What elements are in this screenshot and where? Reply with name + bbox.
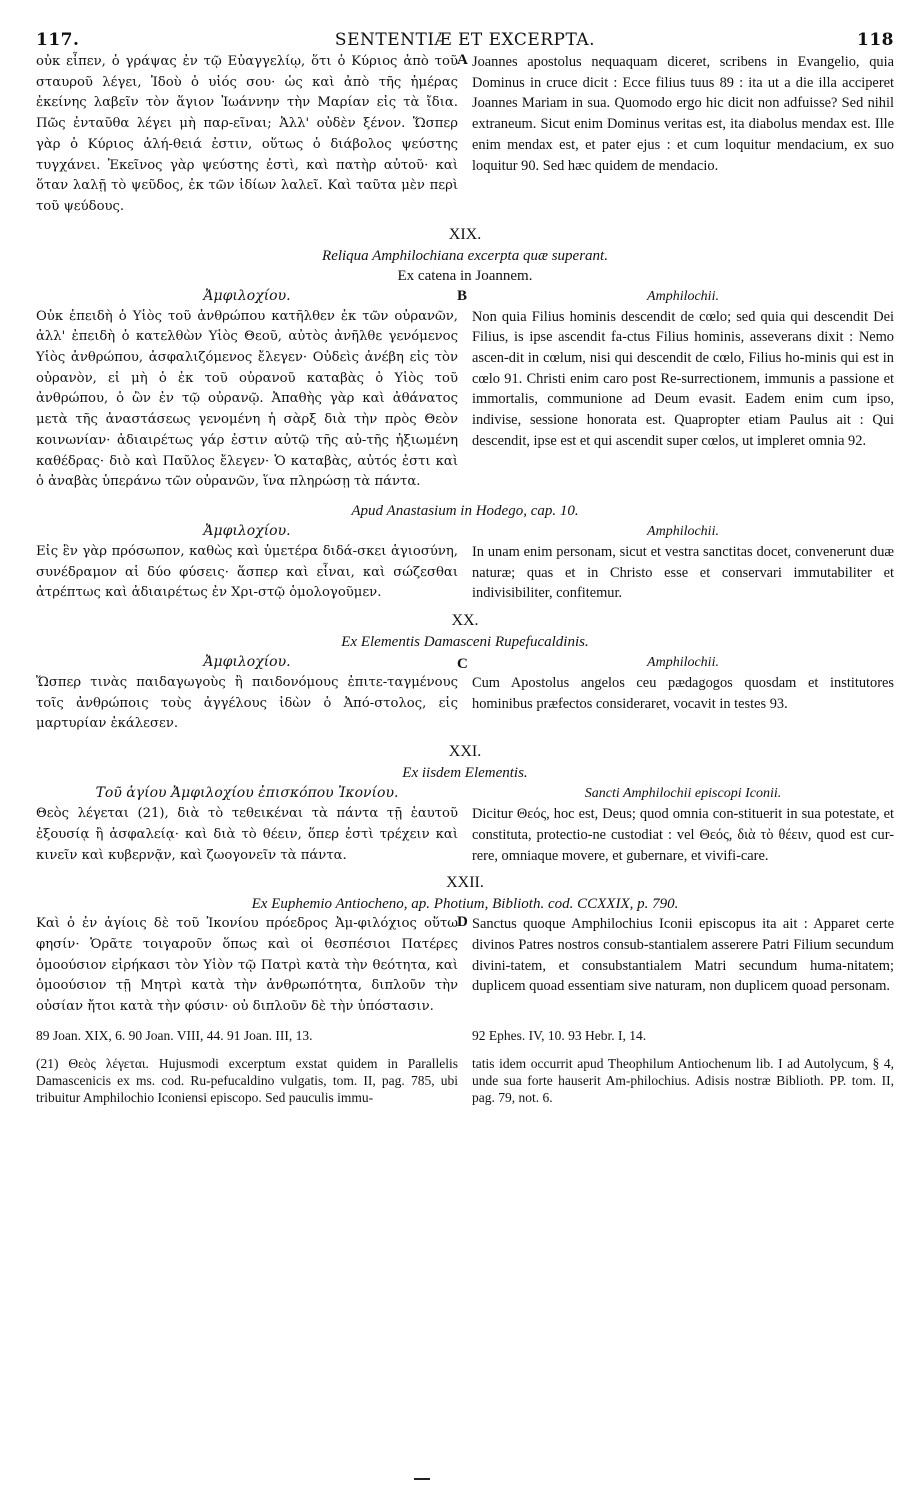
scripture-footnotes: [36, 1026, 894, 1047]
section-22-body: [36, 914, 894, 1018]
latin-column-19: Non quia Filius hominis descendit de cœlo; sed quia qui descendit Dei Filius, is ipse ascendit fa-ctus Filius hominis, asseverans dixit : Nemo ascen-dit in cœlum, nisi qui descendit de cœlo, Filius ho-minis qui est in cœlo 91. Christi enim caro post Re-surrectionem, immunis a passione et immortalis, communione ad Deum evasit. Eadem enim cum ipso, indivise, sessione honorata est. Quapropter etiam Paulus ait : Qui descendit, ipse est et qui ascendit super cœlos, ut impleret omnia 92.: [472, 308, 894, 449]
running-header: [36, 30, 894, 52]
greek-column-19b: Εἰς ἓν γὰρ πρόσωπον, καθὼς καὶ ὑμετέρα διδά-σκει ἁγιοσύνη, συνέδραμον αἱ δύο φύσεις· ἅσπερ καὶ εἶναι, καὶ σώζεσθαι ἀτρέπτως καὶ ἀδιαιρέτως ἐν Χρι-στῷ ὁμολογοῦμεν.: [36, 543, 458, 601]
running-title: SENTENTIÆ ET EXCERPTA.: [334, 30, 596, 50]
latin-author-heading: Amphilochii.: [647, 288, 719, 304]
section-21-subheads: [36, 783, 894, 804]
editor-notes: [36, 1055, 894, 1106]
page-end-rule: [414, 1478, 430, 1480]
latin-column-21: Dicitur Θεός, hoc est, Deus; quod omnia con-stituerit in sua potestate, et constituta, protectio-ne custodiat : vel Θεός, διὰ τὸ θέειν, quod est cur-rere, omniaque movere, et gubernare, et vivifi-care.: [472, 806, 894, 864]
latin-author-heading-2: Amphilochii.: [647, 523, 719, 539]
latin-column-22: Sanctus quoque Amphilochius Iconii episcopus ita ait : Apparet certe divinos Patres nostros consub-stantialem asserere Patri Filium secundum divini-tatem, et consubstantialem Matri secundum huma-nitatem; duplicem quoad essentiam sive naturam, non duplicem quoad personam.: [472, 916, 894, 995]
greek-column-19: Οὐκ ἐπειδὴ ὁ Υἱὸς τοῦ ἀνθρώπου κατῆλθεν ἐκ τῶν οὐρανῶν, ἀλλ' ἐπειδὴ ὁ κατελθὼν Υἱὸς Θεοῦ, αὐτὸς ἀνῆλθε γενόμενος Υἱὸς ἀνθρώπου, ἀσφαλιζόμενος ἔλεγεν· Οὐδεὶς ἀνέβη εἰς τὸν οὐρανὸν, εἰ μὴ ὁ ἐκ τοῦ οὐρανοῦ καταβὰς ὁ Υἱὸς τοῦ ἀνθρώπου, ὁ ὢν ἐν τῷ οὐρανῷ. Ἀπαθὴς γὰρ καὶ ἀθάνατος μετὰ τῆς ἀναστάσεως γενομένη ἡ σὰρξ διὰ τὴν πρὸς Θεὸν κοινωνίαν· ἀδιαιρέτως γάρ ἐστιν αὐτῷ τῆς αὐ-τῆς ἠξιωμένη καθέδρας· διὸ καὶ Παῦλος ἔλεγεν· Ὁ καταβὰς, αὐτός ἐστι καὶ ὁ ἀναβὰς ὑπεράνω τῶν οὐρανῶν, ἵνα πληρώσῃ τὰ πάντα.: [36, 308, 458, 490]
greek-author-heading-2: Ἀμφιλοχίου.: [203, 522, 291, 539]
latin-author-heading-21: Sancti Amphilochii episcopi Iconii.: [584, 786, 782, 802]
latin-column-20: Cum Apostolus angelos ceu pædagogos quosdam et institutores hominibus præfectos consideraret, vocavit in testes 93.: [472, 675, 894, 712]
section-19-body-2: [36, 542, 894, 604]
section-19-title: Reliqua Amphilochiana excerpta quæ superant.: [322, 247, 608, 264]
greek-author-heading: Ἀμφιλοχίου.: [203, 287, 291, 304]
section-19-source: Ex catena in Joannem.: [397, 267, 533, 284]
section-19-source-2: Apud Anastasium in Hodego, cap. 10.: [351, 502, 579, 519]
greek-column-top: οὐκ εἶπεν, ὁ γράψας ἐν τῷ Εὐαγγελίῳ, ὅτι ὁ Κύριος ἀπὸ τοῦ σταυροῦ λέγει, Ἰδοὺ ὁ υἱός σου· ὡς καὶ ἀπὸ τῆς ἡμέρας ἐκείνης λαβεῖν τὸν ἅγιον Ἰωάννην τὴν Μαρίαν εἰς τὰ ἴδια. Πῶς ἐνταῦθα λέγει μὴ παρ-εῖναι; Ἀλλ' οὐδὲν ξένον. Ὥσπερ γὰρ ὁ Κύριος ἀλή-θειά ἐστιν, οὕτως ὁ διάβολος ψεύστης τυγχάνει. Ἐκεῖνος γὰρ ψεύστης ἐστὶ, καὶ πατὴρ αὐτοῦ· καὶ ὅταν λαλῇ τὸ ψεῦδος, ἐκ τῶν ἰδίων λαλεῖ. Καὶ ταῦτα μὲν περὶ τοῦ ψεύδους.: [36, 54, 458, 214]
right-page-number: 118: [857, 30, 894, 50]
greek-author-heading-21: Τοῦ ἁγίου Ἀμφιλοχίου ἐπισκόπου Ἰκονίου.: [95, 785, 399, 802]
editor-note-left: (21) Θεὸς λέγεται. Hujusmodi excerptum exstat quidem in Parallelis Damascenicis ex ms. cod. Ru-pefucaldino vulgatis, tom. II, pag. 785, ubi tribuitur Amphilochio Iconiensi episcopo. Sed pauculis immu-: [36, 1055, 458, 1105]
section-20-body: [36, 673, 894, 735]
section-19-subheads: [36, 286, 894, 307]
section-21-number: XXI.: [448, 743, 482, 761]
latin-column-19b: In unam enim personam, sicut et vestra sanctitas docet, convenerunt duæ naturæ; quas et in Christo esse et conservari immutabiliter et indivisibiliter, confitemur.: [472, 543, 894, 602]
left-page-number: 117.: [36, 30, 80, 50]
section-21-body: [36, 804, 894, 866]
greek-column-21: Θεὸς λέγεται (21), διὰ τὸ τεθεικέναι τὰ πάντα τῇ ἑαυτοῦ ἐξουσίᾳ ἢ ἀσφαλείᾳ· καὶ διὰ τὸ θέειν, ὅπερ ἐστὶ τρέχειν καὶ κινεῖν καὶ κυβερνᾷν, καὶ ζωογονεῖν τὰ πάντα.: [36, 806, 458, 863]
latin-author-heading-20: Amphilochii.: [647, 655, 719, 671]
footnotes-right: 92 Ephes. IV, 10. 93 Hebr. I, 14.: [472, 1027, 647, 1043]
column-marker-c: C: [457, 656, 468, 673]
column-marker-a: A: [457, 52, 468, 68]
section-21-source: Ex iisdem Elementis.: [402, 765, 528, 782]
section-19-number: XIX.: [448, 225, 482, 243]
footnotes-left: 89 Joan. XIX, 6. 90 Joan. VIII, 44. 91 Joan. III, 13.: [36, 1027, 313, 1043]
section-20-subheads: [36, 652, 894, 673]
editor-note-right: tatis idem occurrit apud Theophilum Antiochenum lib. I ad Autolycum, § 4, unde sua forte hauserit Am-philochius. Adisis nostræ Biblioth. PP. tom. II, pag. 79, not. 6.: [472, 1055, 894, 1105]
section-19-body: [36, 307, 894, 493]
latin-column-top: Joannes apostolus nequaquam diceret, scribens in Evangelio, quia Dominus in cruce dicit : Ecce filius tuus 89 : ita ut a die illa acciperet Joannes Mariam in sua. Quomodo ergo hic dicit non adfuisse? Sed nihil extraneum. Sicut enim Dominus veritas est, ita diabolus mendax est. Ille enim mendax est, et pater ejus : et cum loquitur mendacium, ex suo loquitur 90. Sed hæc quidem de mendacio.: [472, 54, 894, 174]
section-19-subheads-2: [36, 521, 894, 542]
column-marker-b: B: [457, 287, 468, 304]
top-continuation: [36, 52, 894, 218]
greek-column-22: Καὶ ὁ ἐν ἁγίοις δὲ τοῦ Ἰκονίου πρόεδρος Ἀμ-φιλόχιος οὕτω φησίν· Ὁρᾶτε τοιγαροῦν ὅπως καὶ οἱ θεσπέσιοι Πατέρες ὁμοούσιον εἰρήκασι τὸν Υἱὸν τῷ Πατρὶ κατὰ τὴν θεότητα, καὶ ὁμοούσιον τῇ Μητρὶ κατὰ τὴν ἀνθρωπότητα, διπλοῦν τὴν οὐσίαν ἤτοι κατὰ τὴν φύσιν· οὐ διπλοῦν δὲ τὴν ὑπόστασιν.: [36, 916, 458, 1015]
section-20-source: Ex Elementis Damasceni Rupefucaldinis.: [341, 634, 589, 651]
greek-column-20: Ὥσπερ τινὰς παιδαγωγοὺς ἢ παιδονόμους ἐπιτε-ταγμένους τοῖς ἀνθρώποις τοὺς ἀγγέλους ἰδὼν ὁ Ἀπό-στολος, εἰς μαρτυρίαν ἐκάλεσεν.: [36, 675, 458, 732]
section-22-source: Ex Euphemio Antiocheno, ap. Photium, Biblioth. cod. CCXXIX, p. 790.: [251, 896, 679, 913]
section-20-number: XX.: [451, 612, 479, 630]
column-marker-d: D: [457, 914, 468, 931]
greek-author-heading-20: Ἀμφιλοχίου.: [203, 654, 291, 671]
page: [36, 30, 894, 1106]
section-22-number: XXII.: [446, 874, 484, 892]
